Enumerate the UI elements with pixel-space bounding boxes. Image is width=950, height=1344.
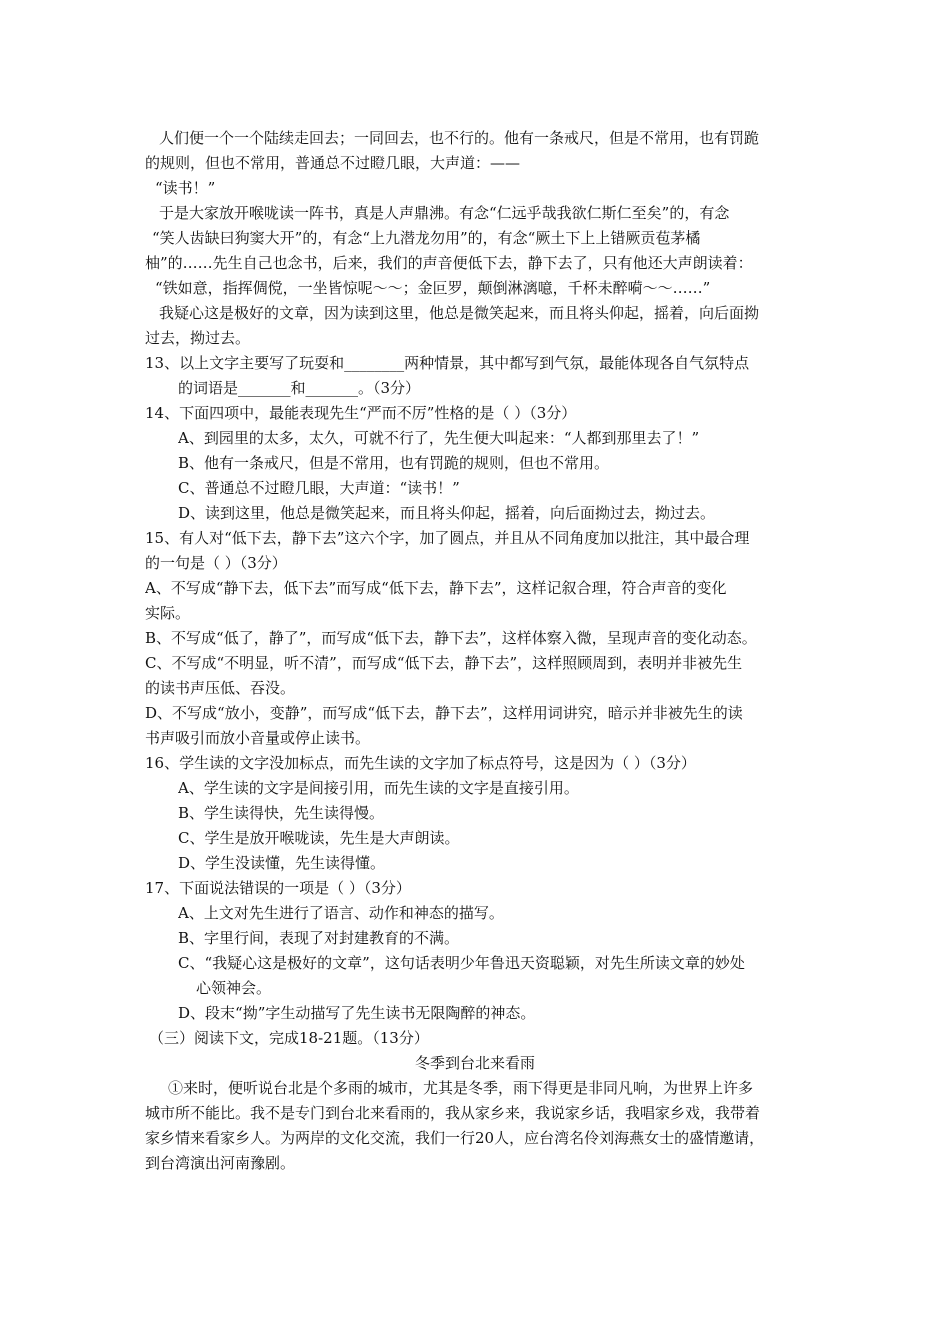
- passage-line: 柚”的……先生自己也念书，后来，我们的声音便低下去，静下去了，只有他还大声朗读着：: [145, 254, 753, 272]
- passage-line: 的规则，但也不常用，普通总不过瞪几眼，大声道：——: [145, 154, 521, 172]
- question-15: 15、有人对“低下去，静下去”这六个字，加了圆点，并且从不同角度加以批注，其中最合理: [145, 529, 750, 547]
- option-a: A、到园里的太多，太久，可就不行了，先生便大叫起来：“人都到那里去了！”: [178, 429, 700, 447]
- article-paragraph-line: 到台湾演出河南豫剧。: [145, 1154, 296, 1172]
- passage-line: “铁如意，指挥倜傥，一坐皆惊呢～～；金叵罗，颠倒淋漓噫，千杯未醉嗬～～……”: [155, 279, 711, 297]
- option-d: D、学生没读懂，先生读得懂。: [178, 854, 386, 872]
- option-d: D、不写成“放小，变静”，而写成“低下去，静下去”，这样用词讲究，暗示并非被先生的读: [145, 704, 743, 722]
- option-b: B、学生读得快，先生读得慢。: [178, 804, 385, 822]
- option-d: D、读到这里，他总是微笑起来，而且将头仰起，摇着，向后面拗过去，拗过去。: [178, 504, 716, 522]
- option-c: C、普通总不过瞪几眼，大声道：“读书！”: [178, 479, 460, 497]
- option-a: A、学生读的文字是间接引用，而先生读的文字是直接引用。: [178, 779, 579, 797]
- option-a: A、上文对先生进行了语言、动作和神态的描写。: [178, 904, 504, 922]
- question-15-cont: 的一句是（ ）（3分）: [145, 554, 287, 572]
- question-16: 16、学生读的文字没加标点，而先生读的文字加了标点符号，这是因为（ ）（3分）: [145, 754, 696, 772]
- passage-line: “笑人齿缺曰狗窦大开”的，有念“上九潜龙勿用”的，有念“厥土下上上错厥贡苞茅橘: [152, 229, 701, 247]
- option-a-cont: 实际。: [145, 604, 191, 622]
- passage-line: 人们便一个一个陆续走回去；一同回去，也不行的。他有一条戒尺，但是不常用，也有罚跪: [159, 129, 760, 147]
- article-paragraph-line: 家乡情来看家乡人。为两岸的文化交流，我们一行20人，应台湾名伶刘海燕女士的盛情邀请，: [145, 1129, 765, 1147]
- section-heading: （三）阅读下文，完成18-21题。（13分）: [149, 1029, 429, 1047]
- article-title: 冬季到台北来看雨: [414, 1054, 535, 1072]
- article-paragraph-line: 城市所不能比。我不是专门到台北来看雨的，我从家乡来，我说家乡话，我唱家乡戏，我带着: [145, 1104, 761, 1122]
- passage-line: 我疑心这是极好的文章，因为读到这里，他总是微笑起来，而且将头仰起，摇着，向后面拗: [159, 304, 760, 322]
- question-14: 14、下面四项中，最能表现先生“严而不厉”性格的是（ ）（3分）: [145, 404, 577, 422]
- passage-line: “读书！”: [155, 179, 216, 197]
- article-paragraph-line: ①来时，便听说台北是个多雨的城市，尤其是冬季，雨下得更是非同凡响，为世界上许多: [168, 1079, 754, 1097]
- question-13: 13、以上文字主要写了玩耍和________两种情景，其中都写到气氛，最能体现各自气氛特点: [145, 354, 750, 372]
- option-b: B、不写成“低了，静了”，而写成“低下去，静下去”，这样体察入微，呈现声音的变化动态。: [145, 629, 757, 647]
- option-c: C、不写成“不明显，听不清”，而写成“低下去，静下去”，这样照顾周到，表明并非被先生: [145, 654, 743, 672]
- option-c: C、学生是放开喉咙读，先生是大声朗读。: [178, 829, 460, 847]
- option-b: B、他有一条戒尺，但是不常用，也有罚跪的规则，但也不常用。: [178, 454, 610, 472]
- question-17: 17、下面说法错误的一项是（ ）（3分）: [145, 879, 411, 897]
- question-13-cont: 的词语是_______和_______。（3分）: [178, 379, 421, 397]
- passage-line: 于是大家放开喉咙读一阵书，真是人声鼎沸。有念“仁远乎哉我欲仁斯仁至矣”的，有念: [159, 204, 730, 222]
- option-c-cont: 心领神会。: [196, 979, 272, 997]
- option-c: C、“我疑心这是极好的文章”，这句话表明少年鲁迅天资聪颖，对先生所读文章的妙处: [178, 954, 745, 972]
- option-d: D、段末“拗”字生动描写了先生读书无限陶醉的神态。: [178, 1004, 536, 1022]
- option-b: B、字里行间，表现了对封建教育的不满。: [178, 929, 460, 947]
- passage-line: 过去，拗过去。: [145, 329, 251, 347]
- option-d-cont: 书声吸引而放小音量或停止读书。: [145, 729, 371, 747]
- option-c-cont: 的读书声压低、吞没。: [145, 679, 296, 697]
- option-a: A、不写成“静下去，低下去”而写成“低下去，静下去”，这样记叙合理，符合声音的变化: [145, 579, 727, 597]
